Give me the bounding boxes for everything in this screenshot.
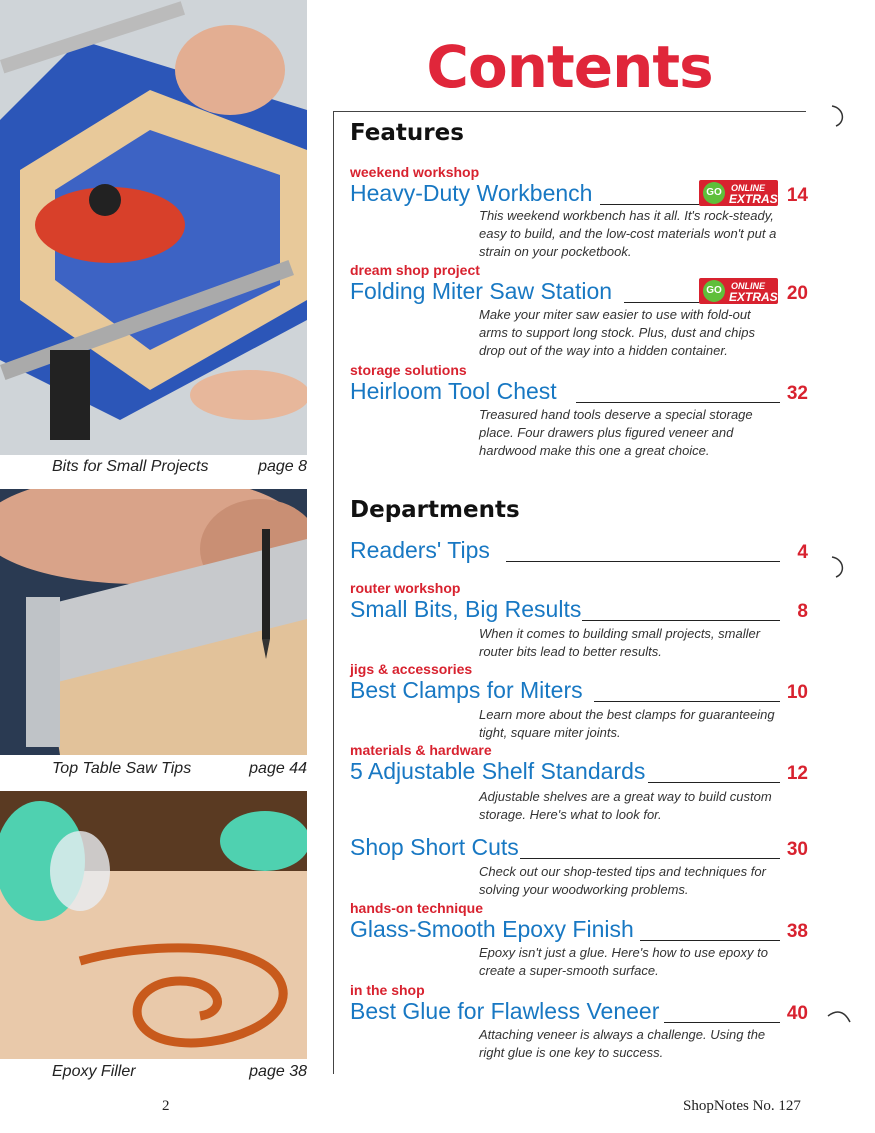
entry-category: in the shop	[350, 982, 425, 998]
toc-entry[interactable]	[350, 900, 808, 944]
binder-mark-icon	[828, 553, 852, 581]
entry-title: Heirloom Tool Chest	[350, 378, 557, 404]
leader-line	[594, 701, 780, 702]
caption-text: Bits for Small Projects	[52, 458, 209, 475]
caption-page: page 44	[249, 760, 307, 777]
section-heading-departments: Departments	[350, 497, 520, 523]
entry-category: hands-on technique	[350, 900, 483, 916]
entry-title: Glass-Smooth Epoxy Finish	[350, 916, 634, 942]
go-icon: GO	[703, 280, 725, 302]
toc-entry[interactable]	[350, 521, 808, 565]
entry-title: Small Bits, Big Results	[350, 596, 582, 622]
photo-router-bit-box	[0, 0, 307, 455]
entry-category: storage solutions	[350, 362, 467, 378]
entry-page-number: 40	[786, 1003, 808, 1024]
leader-line	[576, 402, 780, 403]
go-icon: GO	[703, 182, 725, 204]
caption-text: Epoxy Filler	[52, 1063, 136, 1080]
entry-category: jigs & accessories	[350, 661, 473, 677]
entry-page-number: 20	[786, 283, 808, 304]
entry-category	[350, 521, 808, 537]
toc-entry[interactable]	[350, 262, 808, 306]
entry-description: This weekend workbench has it all. It's rock-steady, easy to build, and the low-cost materials won't put a strain on your pocketbook.	[479, 208, 777, 259]
entry-title: Shop Short Cuts	[350, 834, 519, 860]
leader-line	[506, 561, 780, 562]
entry-page-number: 10	[786, 682, 808, 703]
entry-page-number: 32	[786, 383, 808, 404]
binder-mark-icon	[828, 102, 852, 130]
entry-description: Learn more about the best clamps for guaranteeing tight, square miter joints.	[479, 707, 775, 740]
entry-description: Treasured hand tools deserve a special storage place. Four drawers plus figured veneer and hardwood make this one a great choice.	[479, 407, 753, 458]
toc-entry[interactable]	[350, 661, 808, 705]
page-title: Contents	[426, 33, 713, 101]
toc-entry[interactable]	[350, 982, 808, 1026]
entry-page-number: 30	[786, 839, 808, 860]
toc-entry[interactable]	[350, 164, 808, 208]
binder-mark-icon	[826, 1006, 852, 1028]
entry-page-number: 8	[797, 601, 808, 622]
entry-category: dream shop project	[350, 262, 480, 278]
entry-title: Heavy-Duty Workbench	[350, 180, 593, 206]
entry-description: Epoxy isn't just a glue. Here's how to use epoxy to create a super-smooth surface.	[479, 945, 768, 978]
entry-description: Make your miter saw easier to use with fold-out arms to support long stock. Plus, dust and chips drop out of the way into a hidden container.	[479, 307, 756, 358]
online-extras-badge[interactable]: GO ONLINE EXTRAS	[699, 180, 778, 206]
entry-title: Best Glue for Flawless Veneer	[350, 998, 660, 1024]
caption-page: page 8	[258, 458, 307, 475]
leader-line	[582, 620, 780, 621]
entry-title: Folding Miter Saw Station	[350, 278, 613, 304]
toc-entry[interactable]	[350, 580, 808, 624]
entry-title: Readers' Tips	[350, 537, 490, 563]
footer-publication: ShopNotes No. 127	[683, 1098, 801, 1114]
entry-description: When it comes to building small projects, smaller router bits lead to better results.	[479, 626, 761, 659]
leader-line	[520, 858, 780, 859]
caption-text: Top Table Saw Tips	[52, 760, 192, 777]
entry-category: router workshop	[350, 580, 461, 596]
toc-entry[interactable]	[350, 742, 808, 786]
divider	[333, 112, 334, 1074]
toc-entry[interactable]	[350, 362, 808, 406]
entry-category	[350, 818, 808, 834]
leader-line	[664, 1022, 780, 1023]
entry-title: 5 Adjustable Shelf Standards	[350, 758, 646, 784]
section-heading-features: Features	[350, 120, 464, 146]
toc-entry[interactable]	[350, 818, 808, 862]
leader-line	[640, 940, 780, 941]
footer-page-number: 2	[162, 1098, 170, 1114]
entry-title: Best Clamps for Miters	[350, 677, 583, 703]
caption-page: page 38	[249, 1063, 307, 1080]
online-extras-badge[interactable]: GO ONLINE EXTRAS	[699, 278, 778, 304]
entry-category: weekend workshop	[350, 164, 480, 180]
divider	[333, 111, 806, 112]
photo-ruler-pencil	[0, 489, 307, 755]
entry-page-number: 4	[797, 542, 808, 563]
photo-epoxy-spiral	[0, 791, 307, 1059]
leader-line	[648, 782, 780, 783]
entry-category: materials & hardware	[350, 742, 492, 758]
entry-page-number: 12	[786, 763, 808, 784]
entry-description: Check out our shop-tested tips and techniques for solving your woodworking problems.	[479, 864, 766, 897]
entry-description: Attaching veneer is always a challenge. Using the right glue is one key to success.	[479, 1027, 766, 1060]
entry-page-number: 38	[786, 921, 808, 942]
entry-description: Adjustable shelves are a great way to build custom storage. Here's what to look for.	[479, 789, 772, 822]
entry-page-number: 14	[786, 185, 808, 206]
